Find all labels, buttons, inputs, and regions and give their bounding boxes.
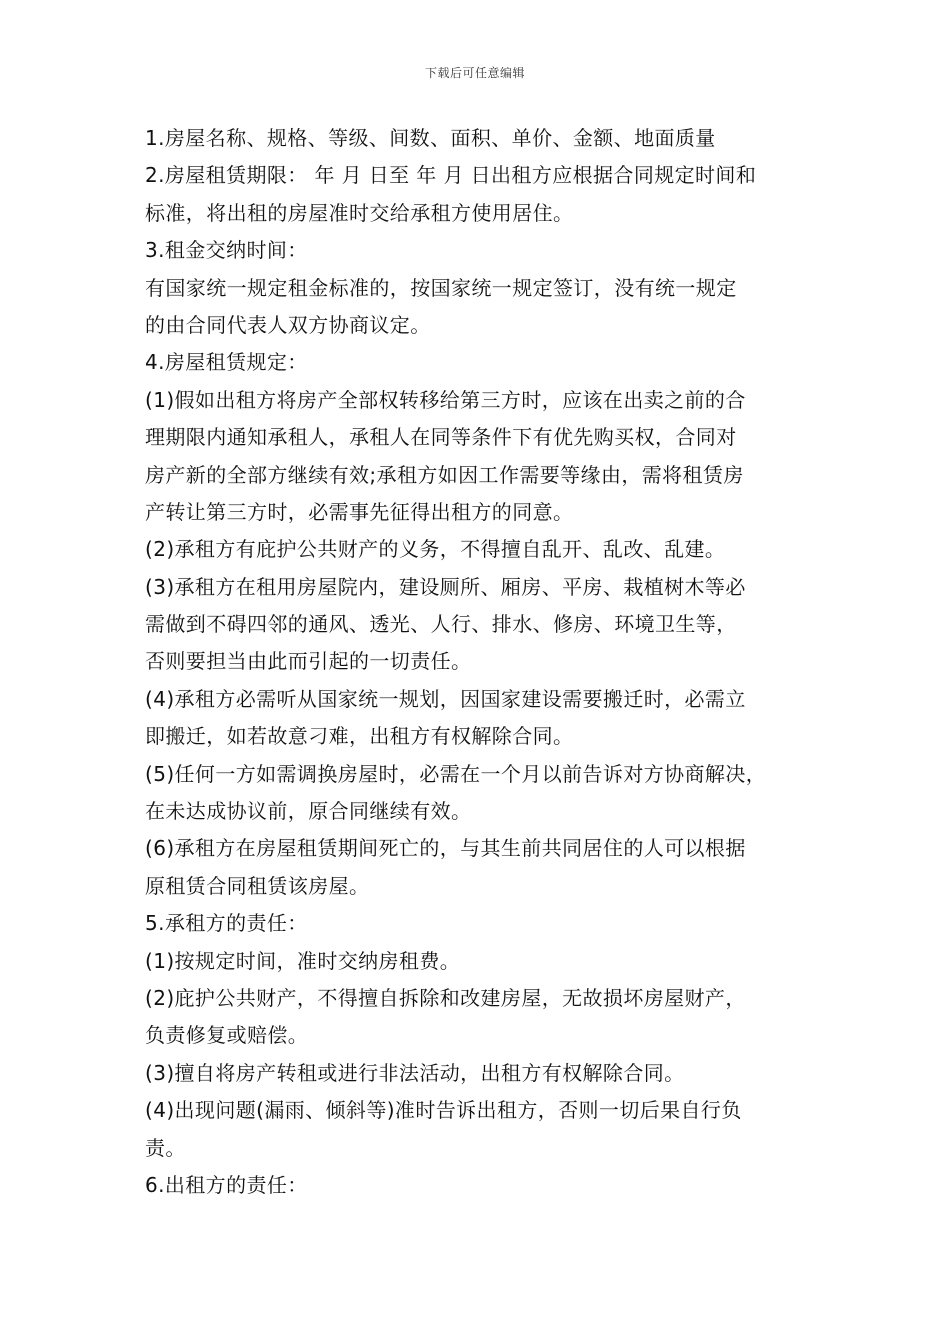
text-line: (1)按规定时间，准时交纳房租费。 bbox=[145, 948, 461, 973]
text-line: 在未达成协议前，原合同继续有效。 bbox=[145, 799, 472, 824]
text-line: 5.承租方的责任： bbox=[145, 911, 308, 936]
text-line: 房产新的全部方继续有效;承租方如因工作需要等缘由，需将租赁房 bbox=[145, 462, 744, 487]
text-line: (3)擅自将房产转租或进行非法活动，出租方有权解除合同。 bbox=[145, 1060, 685, 1085]
text-line: 标准，将出租的房屋准时交给承租方使用居住。 bbox=[145, 200, 574, 225]
text-line: 即搬迁，如若故意刁难，出租方有权解除合同。 bbox=[145, 724, 574, 749]
text-line: 否则要担当由此而引起的一切责任。 bbox=[145, 649, 472, 674]
text-line: (3)承租方在租用房屋院内，建设厕所、厢房、平房、栽植树木等必 bbox=[145, 574, 746, 599]
text-line: 负责修复或赔偿。 bbox=[145, 1023, 309, 1048]
page-header: 下载后可任意编辑 bbox=[424, 66, 525, 80]
text-line: (4)出现问题(漏雨、倾斜等)准时告诉出租方，否则一切后果自行负 bbox=[145, 1098, 742, 1123]
text-line: 3.租金交纳时间： bbox=[145, 238, 308, 263]
text-line: 的由合同代表人双方协商议定。 bbox=[145, 312, 431, 337]
text-line: 1.房屋名称、规格、等级、间数、面积、单价、金额、地面质量 bbox=[145, 126, 716, 150]
text-line: 责。 bbox=[145, 1135, 186, 1160]
text-line: 需做到不碍四邻的通风、透光、人行、排水、修房、环境卫生等， bbox=[145, 612, 737, 637]
text-line: 产转让第三方时，必需事先征得出租方的同意。 bbox=[145, 499, 574, 524]
text-line: (2)承租方有庇护公共财产的义务，不得擅自乱开、乱改、乱建。 bbox=[145, 537, 726, 562]
text-line: 原租赁合同租赁该房屋。 bbox=[145, 873, 370, 898]
text-line: 2.房屋租赁期限： 年 月 日至 年 月 日出租方应根据合同规定时间和 bbox=[145, 163, 757, 188]
text-line: (4)承租方必需听从国家统一规划，因国家建设需要搬迁时，必需立 bbox=[145, 686, 746, 711]
text-line: 有国家统一规定租金标准的，按国家统一规定签订，没有统一规定 bbox=[145, 275, 737, 300]
text-line: 6.出租方的责任： bbox=[145, 1172, 308, 1197]
text-line: 4.房屋租赁规定： bbox=[145, 350, 308, 375]
document-body bbox=[145, 120, 825, 1204]
text-line: (6)承租方在房屋租赁期间死亡的，与其生前共同居住的人可以根据 bbox=[145, 836, 746, 861]
text-line: 理期限内通知承租人，承租人在同等条件下有优先购买权，合同对 bbox=[145, 425, 737, 450]
text-line: (2)庇护公共财产，不得擅自拆除和改建房屋，无故损坏房屋财产， bbox=[145, 985, 746, 1010]
text-line: (5)任何一方如需调换房屋时，必需在一个月以前告诉对方协商解决， bbox=[145, 761, 767, 786]
text-line: (1)假如出租方将房产全部权转移给第三方时，应该在出卖之前的合 bbox=[145, 387, 746, 412]
